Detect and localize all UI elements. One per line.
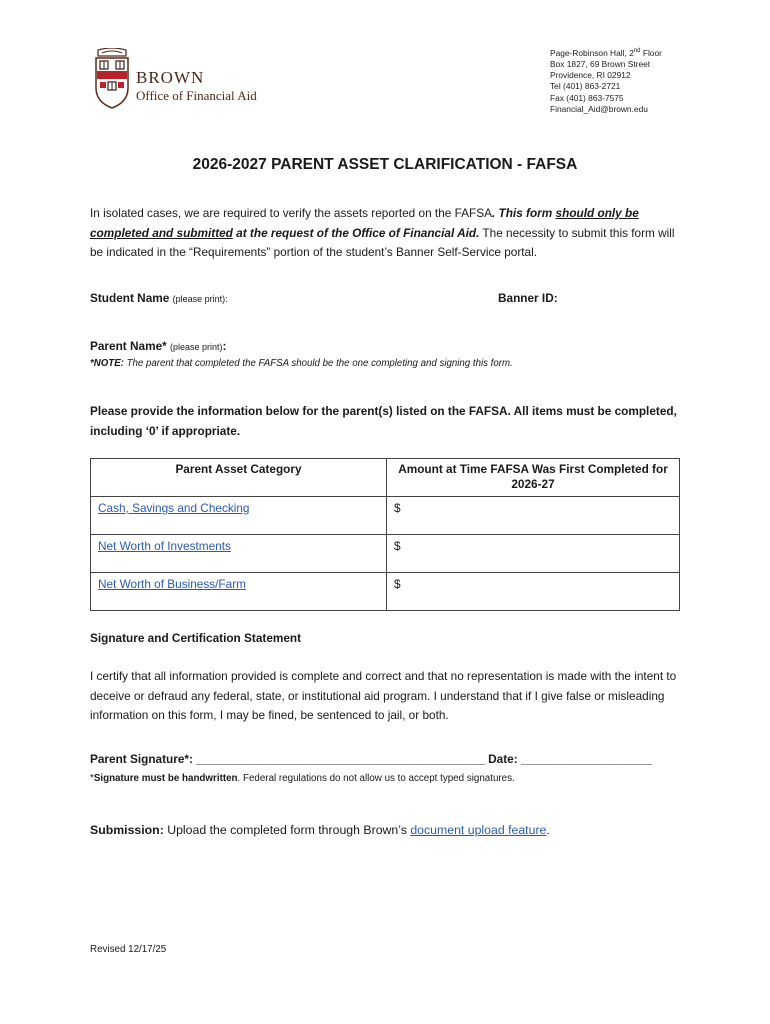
certification-heading: Signature and Certification Statement <box>90 631 302 645</box>
header-category: Parent Asset Category <box>91 459 387 497</box>
parent-note: *NOTE: The parent that completed the FAFSA should be the one completing and signing this form. <box>90 358 513 369</box>
address-tel: Tel (401) 863-2721 <box>550 81 621 92</box>
document-upload-link[interactable]: document upload feature <box>410 823 547 837</box>
address-city: Providence, RI 02912 <box>550 70 631 81</box>
address-street: Box 1827, 69 Brown Street <box>550 59 651 69</box>
address-fax: Fax (401) 863-7575 <box>550 92 624 103</box>
student-name-label: Student Name (please print): <box>90 291 228 305</box>
category-link-investments[interactable]: Net Worth of Investments <box>98 539 231 553</box>
category-link-cash[interactable]: Cash, Savings and Checking <box>98 501 250 515</box>
logo-subtitle: Office of Financial Aid <box>136 88 257 103</box>
revised-date: Revised 12/17/25 <box>90 944 167 955</box>
amount-cell-business[interactable]: $ <box>387 573 680 611</box>
amount-cell-investments[interactable]: $ <box>387 535 680 573</box>
category-link-business[interactable]: Net Worth of Business/Farm <box>98 577 246 591</box>
address-block: Page-Robinson Hall, 2nd Floor Box 1827, 69 Brown Street Providence, RI 02912 Tel (401) 863-2721 Fax (401) 863-7575 Financial_Aid@brown.edu <box>550 47 662 114</box>
brown-shield-icon <box>94 48 130 110</box>
address-email: Financial_Aid@brown.edu <box>550 103 648 114</box>
page-title: 2026-2027 PARENT ASSET CLARIFICATION - FAFSA <box>192 156 578 173</box>
certification-text: I certify that all information provided is complete and correct and that no representation is made with the intent to deceive or defraud any federal, state, or institutional aid program. I understand that if I give false or misleading information on this form, I may be fined, be sentenced to jail, or both. <box>90 669 677 722</box>
logo-name: BROWN <box>136 68 205 87</box>
instructions: Please provide the information below for the parent(s) listed on the FAFSA. All items must be completed, including ‘0’ if appropriate. <box>90 404 677 438</box>
asset-table <box>90 458 680 611</box>
banner-id-label: Banner ID: <box>498 291 558 305</box>
table-row <box>91 535 680 573</box>
table-row <box>91 573 680 611</box>
amount-cell-cash[interactable]: $ <box>387 497 680 535</box>
parent-name-label: Parent Name* (please print): <box>90 339 227 353</box>
submission: Submission: Upload the completed form through Brown’s document upload feature. <box>90 823 550 837</box>
signature-note: *Signature must be handwritten. Federal regulations do not allow us to accept typed signatures. <box>90 773 515 784</box>
signature-line: Parent Signature*: ____________________________________________ Date: ____________________ <box>90 752 653 766</box>
table-row <box>91 497 680 535</box>
header-amount: Amount at Time FAFSA Was First Completed for 2026-27 <box>387 459 680 497</box>
table-header-row <box>91 459 680 497</box>
intro-paragraph: In isolated cases, we are required to verify the assets reported on the FAFSA. This form should only be completed and submitted at the request of the Office of Financial Aid. The necessity to submit this form will be indicated in the “Requirements” portion of the student’s Banner Self-Service portal. <box>90 206 675 259</box>
brown-logo <box>94 48 264 110</box>
